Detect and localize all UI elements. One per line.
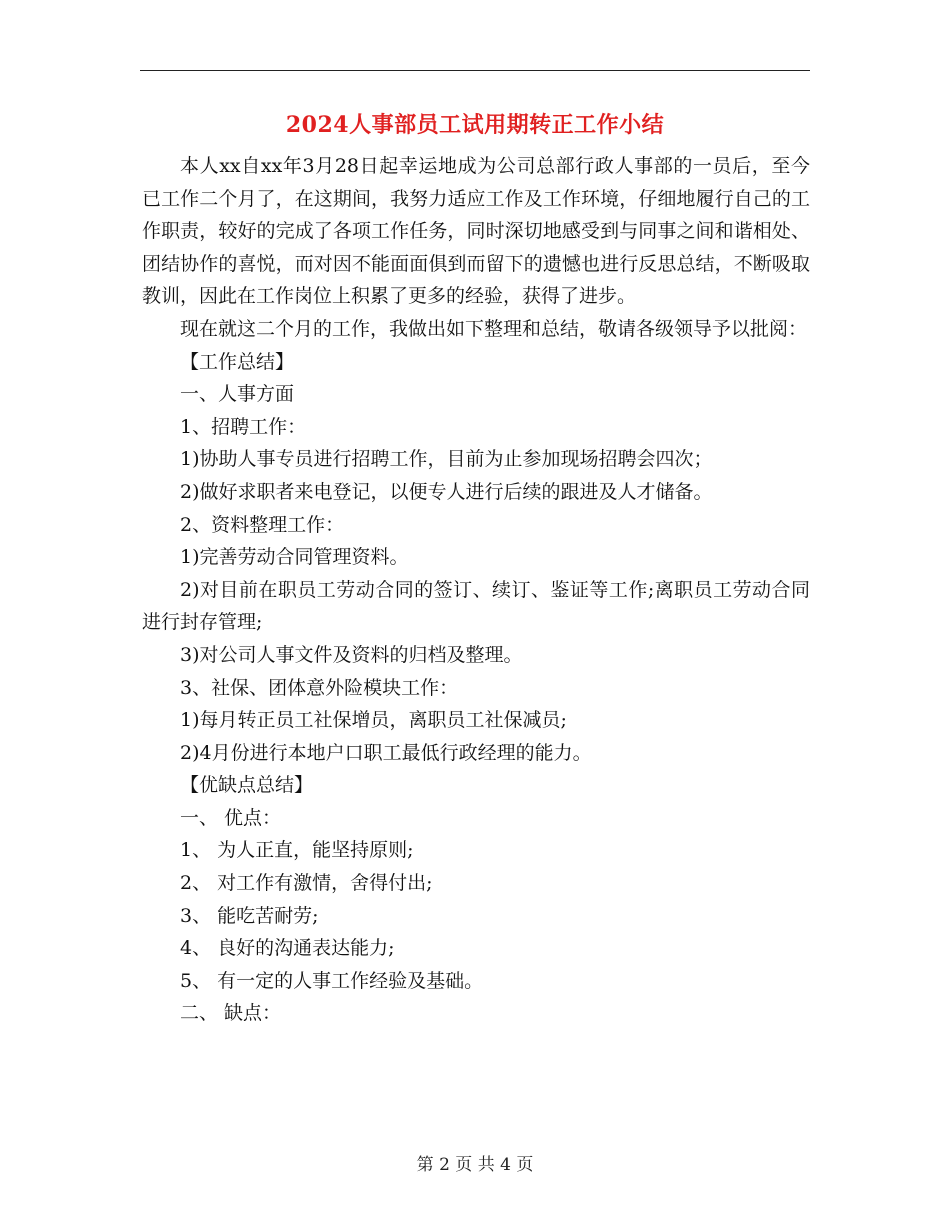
list-item: 2)做好求职者来电登记，以便专人进行后续的跟进及人才储备。	[180, 480, 713, 503]
list-item: 3)对公司人事文件及资料的归档及整理。	[180, 643, 523, 666]
recruit-heading: 1、招聘工作：	[180, 415, 307, 438]
list-item: 1)协助人事专员进行招聘工作，目前为止参加现场招聘会四次；	[180, 448, 713, 471]
list-item: 5、 有一定的人事工作经验及基础。	[180, 969, 484, 992]
strengths-heading: 一、 优点：	[180, 806, 282, 829]
document-title: 2024人事部员工试用期转正工作小结	[285, 112, 665, 138]
intro-paragraph: 本人xx自xx年3月28日起幸运地成为公司总部行政人事部的一员后，至今已工作二个月了，在这期间，我努力适应工作及工作环境，仔细地履行自己的工作职责，较好的完成了各项工作任务，同时深切地感受到与同事之间和谐相处、团结协作的喜悦，而对因不能面面俱到而留下的遗憾也进行反思总结，不断吸取教训，因此在工作岗位上积累了更多的经验，获得了进步。	[142, 155, 810, 308]
document-body	[142, 150, 810, 1030]
insurance-heading: 3、社保、团体意外险模块工作：	[180, 676, 459, 699]
files-heading: 2、资料整理工作：	[180, 513, 345, 536]
strengths-summary-heading: 【优缺点总结】	[180, 774, 314, 797]
list-item: 4、 良好的沟通表达能力;	[180, 937, 395, 960]
list-item: 2)对目前在职员工劳动合同的签订、续订、鉴证等工作;离职员工劳动合同进行封存管理;	[142, 578, 810, 634]
list-item: 1)完善劳动合同管理资料。	[180, 546, 409, 569]
page-number: 第 2 页 共 4 页	[416, 1155, 534, 1175]
header-rule	[140, 70, 810, 71]
list-item: 2、 对工作有激情，舍得付出;	[180, 872, 433, 895]
hr-section-heading: 一、人事方面	[180, 383, 295, 406]
list-item: 3、 能吃苦耐劳;	[180, 904, 319, 927]
request-paragraph: 现在就这二个月的工作，我做出如下整理和总结，敬请各级领导予以批阅：	[180, 317, 808, 340]
list-item: 1、 为人正直，能坚持原则;	[180, 839, 414, 862]
weaknesses-heading: 二、 缺点：	[180, 1002, 282, 1025]
work-summary-heading: 【工作总结】	[180, 350, 295, 373]
list-item: 1)每月转正员工社保增员，离职员工社保减员;	[180, 709, 567, 732]
list-item: 2)4月份进行本地户口职工最低行政经理的能力。	[180, 741, 592, 764]
